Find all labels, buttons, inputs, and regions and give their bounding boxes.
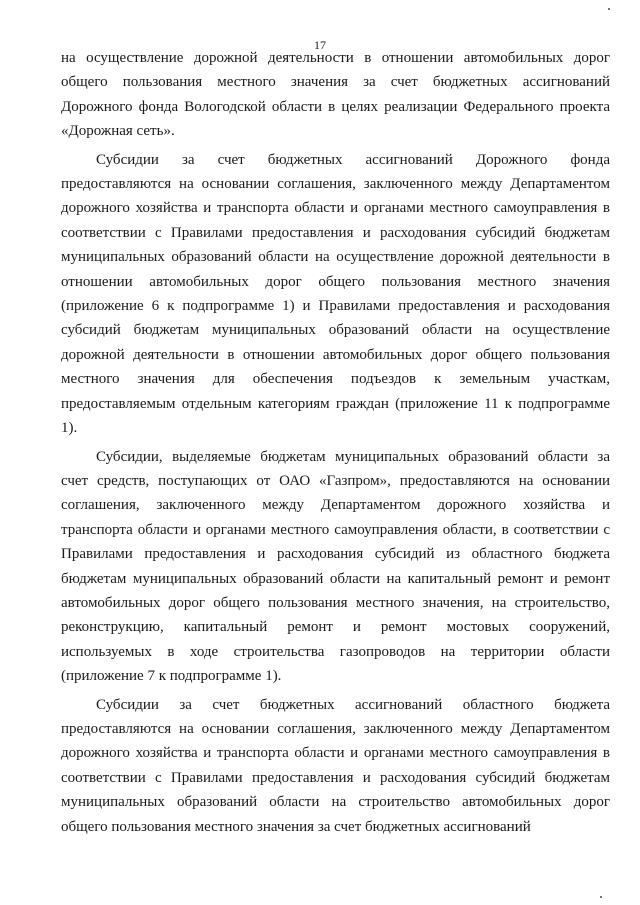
text-line: Субсидии за счет бюджетных ассигнований областного бюджета <box>96 696 610 713</box>
text-line: соответствии с Правилами предоставления и расходования субсидий бюджетам <box>61 769 610 786</box>
text-line: автомобильных дорог общего пользования местного значения, на строительство, <box>61 594 610 611</box>
text-line: Субсидии, выделяемые бюджетам муниципальных образований области за <box>96 448 610 465</box>
scan-speck <box>600 896 602 898</box>
text-line: Дорожного фонда Вологодской области в целях реализации Федерального проекта <box>61 98 610 115</box>
text-line: (приложение 6 к подпрограмме 1) и Правилами предоставления и расходования <box>61 298 610 315</box>
text-line: предоставляются на основании соглашения, заключенного между Департаментом <box>61 176 610 193</box>
paragraph <box>61 693 610 839</box>
text-line: общего пользования местного значения за счет бюджетных ассигнований <box>61 74 610 91</box>
text-line: на осуществление дорожной деятельности в отношении автомобильных дорог <box>61 50 610 66</box>
page-number: 17 <box>314 38 326 52</box>
document-body <box>61 46 610 843</box>
text-line: муниципальных образований области на осуществление дорожной деятельности в <box>61 249 610 266</box>
text-line: 1). <box>61 420 78 437</box>
text-line: соответствии с Правилами предоставления и расходования субсидий бюджетам <box>61 224 610 241</box>
text-line: бюджетам муниципальных образований области на капитальный ремонт и ремонт <box>61 570 610 587</box>
text-line: Правилами предоставления и расходования субсидий из областного бюджета <box>61 546 610 563</box>
text-line: «Дорожная сеть». <box>61 123 175 140</box>
text-line: субсидий бюджетам муниципальных образований области на осуществление <box>61 322 610 339</box>
text-line: транспорта области и органами местного самоуправления области, в соответствии с <box>61 521 610 538</box>
text-line: используемых в ходе строительства газопроводов на территории области <box>61 643 610 660</box>
text-line: счет средств, поступающих от ОАО «Газпром», предоставляются на основании <box>61 472 610 489</box>
text-line: соглашения, заключенного между Департаментом дорожного хозяйства и <box>61 497 610 514</box>
text-line: общего пользования местного значения за счет бюджетных ассигнований <box>61 818 531 835</box>
text-line: предоставляются на основании соглашения, заключенного между Департаментом <box>61 720 610 737</box>
paragraph <box>61 445 610 689</box>
text-line: предоставляемым отдельным категориям граждан (приложение 11 к подпрограмме <box>61 395 610 412</box>
text-line: местного значения для обеспечения подъездов к земельным участкам, <box>61 371 610 388</box>
text-line: дорожного хозяйства и транспорта области и органами местного самоуправления в <box>61 745 610 762</box>
text-line: отношении автомобильных дорог общего пользования местного значения <box>61 273 610 290</box>
text-line: муниципальных образований области на строительство автомобильных дорог <box>61 794 610 811</box>
text-line: дорожной деятельности в отношении автомобильных дорог общего пользования <box>61 346 610 363</box>
paragraph <box>61 46 610 144</box>
paragraph <box>61 148 610 441</box>
scan-speck <box>608 8 610 10</box>
text-line: (приложение 7 к подпрограмме 1). <box>61 668 282 685</box>
text-line: Субсидии за счет бюджетных ассигнований Дорожного фонда <box>96 151 610 168</box>
text-line: реконструкцию, капитальный ремонт и ремонт мостовых сооружений, <box>61 619 610 636</box>
text-line: дорожного хозяйства и транспорта области и органами местного самоуправления в <box>61 200 610 217</box>
